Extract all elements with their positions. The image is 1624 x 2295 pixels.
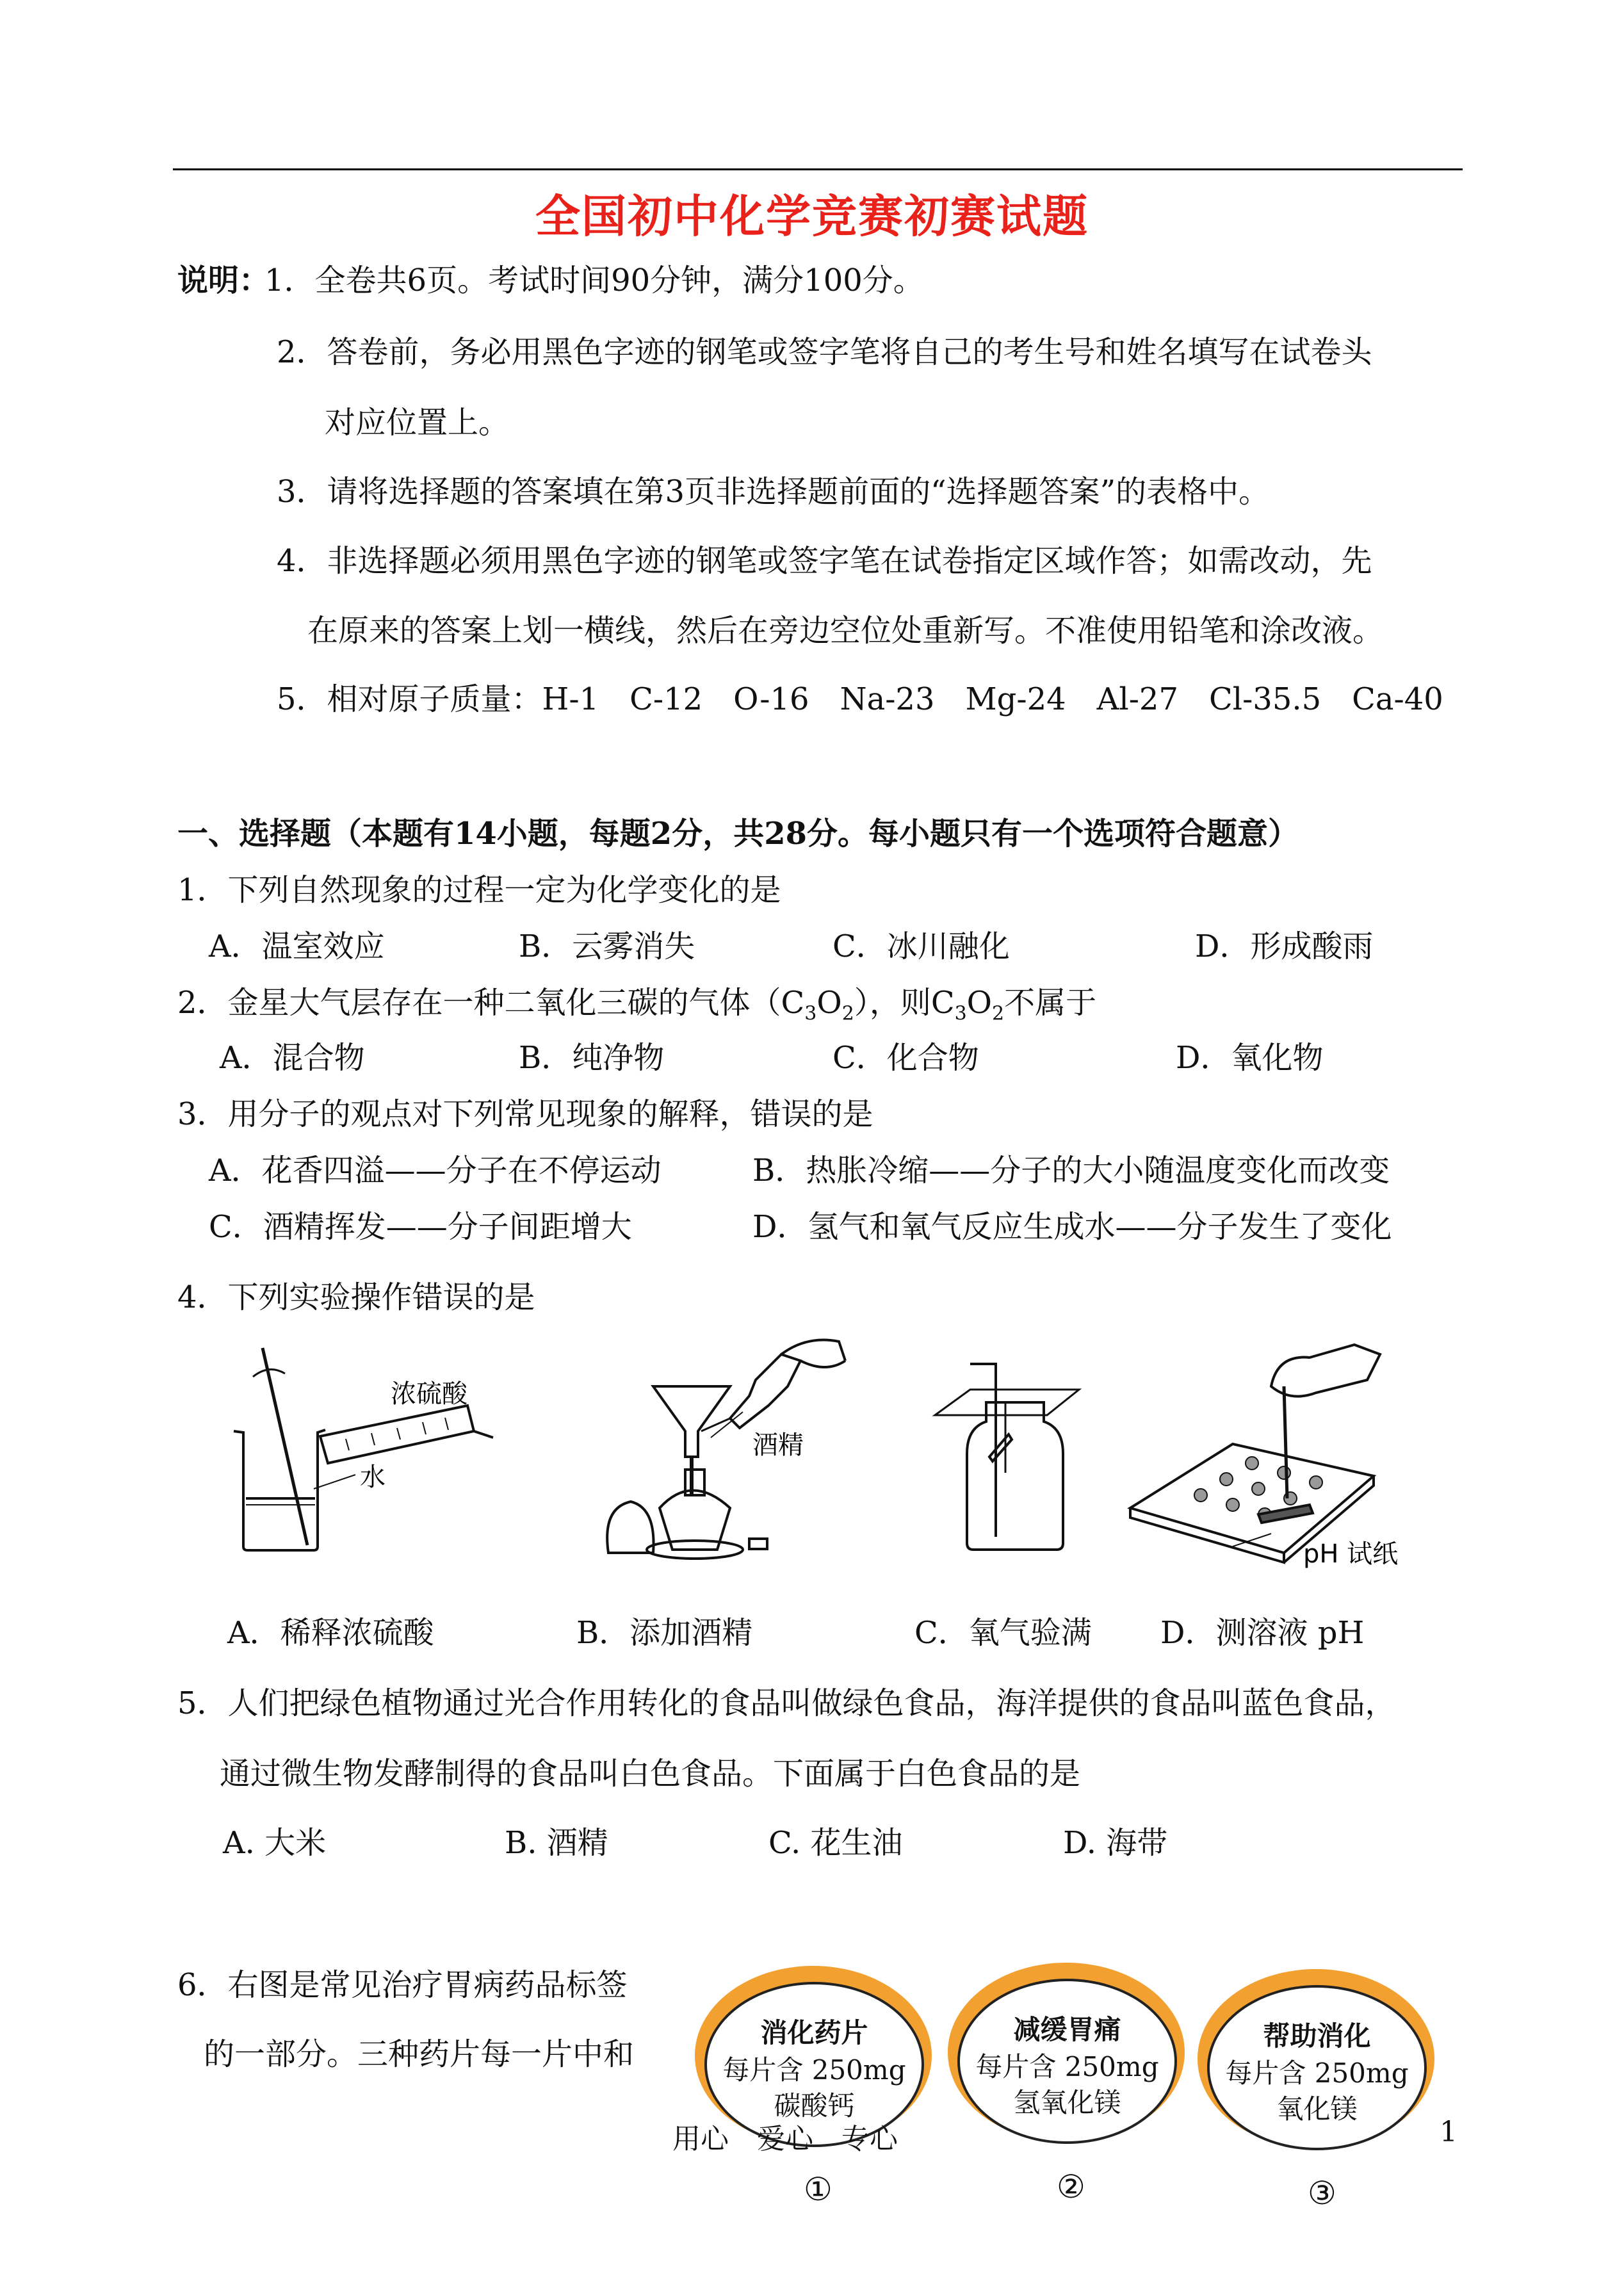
q5-stem-2: 通过微生物发酵制得的食品叫白色食品。下面属于白色食品的是 xyxy=(220,1756,1081,1792)
header-rule xyxy=(173,168,1463,170)
q5-option-d: D. 海带 xyxy=(1063,1825,1168,1861)
label-alcohol: 酒精 xyxy=(752,1431,804,1460)
medicine-3-dose: 每片含 250mg xyxy=(1225,2057,1409,2089)
q4-option-a: A．稀释浓硫酸 xyxy=(227,1615,434,1651)
label-water: 水 xyxy=(360,1463,386,1492)
medicine-3-ingredient: 氧化镁 xyxy=(1276,2093,1358,2125)
medicine-1-number: ① xyxy=(804,2171,832,2208)
note-4-cont: 在原来的答案上划一横线，然后在旁边空位处重新写。不准使用铅笔和涂改液。 xyxy=(307,613,1384,649)
medicine-3-number: ③ xyxy=(1308,2175,1336,2212)
note-5: 5．相对原子质量：H-1 C-12 O-16 Na-23 Mg-24 Al-27 Cl-35.5 Ca-40 xyxy=(277,681,1443,717)
note-3: 3．请将选择题的答案填在第3页非选择题前面的“选择题答案”的表格中。 xyxy=(277,474,1270,510)
q5-option-b: B. 酒精 xyxy=(505,1825,608,1861)
medicine-3-name: 帮助消化 xyxy=(1263,2020,1371,2052)
medicine-1-name: 消化药片 xyxy=(760,2017,868,2048)
q5-option-c: C. 花生油 xyxy=(768,1825,903,1861)
q6-stem-2: 的一部分。三种药片每一片中和 xyxy=(204,2036,635,2072)
section-heading: 一、选择题（本题有14小题，每题2分，共28分。每小题只有一个选项符合题意） xyxy=(177,816,1299,852)
page-title: 全国初中化学竞赛初赛试题 xyxy=(535,190,1089,243)
medicine-2-name: 减缓胃痛 xyxy=(1013,2014,1121,2045)
note-2-cont: 对应位置上。 xyxy=(325,405,510,441)
medicine-label-2 xyxy=(957,1979,1177,2144)
q1-stem: 1．下列自然现象的过程一定为化学变化的是 xyxy=(177,872,781,908)
q2-option-c: C．化合物 xyxy=(832,1040,979,1076)
q5-option-a: A. 大米 xyxy=(223,1825,327,1861)
q2-option-d: D．氧化物 xyxy=(1176,1040,1324,1076)
footer-text: 用心 爱心 专心 xyxy=(672,2123,898,2155)
figure-dilute-acid xyxy=(218,1342,525,1559)
page-number: 1 xyxy=(1440,2116,1458,2148)
label-ph-paper: pH 试纸 xyxy=(1303,1539,1399,1569)
medicine-2-dose: 每片含 250mg xyxy=(975,2051,1159,2082)
medicine-2-number: ② xyxy=(1057,2168,1085,2205)
q1-option-b: B．云雾消失 xyxy=(519,929,695,964)
q2-option-b: B．纯净物 xyxy=(519,1040,665,1076)
figure-oxygen-test xyxy=(932,1364,1085,1556)
figure-add-alcohol xyxy=(596,1335,877,1559)
q5-stem-1: 5．人们把绿色植物通过光合作用转化的食品叫做绿色食品，海洋提供的食品叫蓝色食品， xyxy=(177,1685,1396,1721)
medicine-label-3 xyxy=(1207,1985,1427,2150)
q4-option-b: B．添加酒精 xyxy=(576,1615,753,1651)
label-concentrated-acid: 浓硫酸 xyxy=(391,1379,467,1409)
q3-option-c: C．酒精挥发——分子间距增大 xyxy=(209,1209,632,1245)
q1-option-d: D．形成酸雨 xyxy=(1195,929,1374,964)
notes-label: 说明： xyxy=(177,263,270,298)
q2-stem: 2．金星大气层存在一种二氧化三碳的气体$(C_3O_2)$，则$C_3O_2$不属于 xyxy=(177,985,1097,1025)
medicine-2-ingredient: 氢氧化镁 xyxy=(1013,2087,1121,2118)
q3-stem: 3．用分子的观点对下列常见现象的解释，错误的是 xyxy=(177,1096,873,1132)
q6-stem-1: 6．右图是常见治疗胃病药品标签 xyxy=(177,1967,628,2003)
medicine-1-dose: 每片含 250mg xyxy=(722,2054,906,2086)
note-1: 1．全卷共6页。考试时间90分钟，满分100分。 xyxy=(264,263,924,298)
q1-option-a: A．温室效应 xyxy=(209,929,385,964)
q2-option-a: A．混合物 xyxy=(220,1040,365,1076)
figure-ph-test xyxy=(1124,1342,1399,1572)
note-2: 2．答卷前，务必用黑色字迹的钢笔或签字笔将自己的考生号和姓名填写在试卷头 xyxy=(277,334,1372,370)
note-4: 4．非选择题必须用黑色字迹的钢笔或签字笔在试卷指定区域作答；如需改动，先 xyxy=(277,543,1372,579)
q1-option-c: C．冰川融化 xyxy=(832,929,1010,964)
q4-stem: 4．下列实验操作错误的是 xyxy=(177,1279,535,1315)
medicine-1-ingredient: 碳酸钙 xyxy=(774,2090,855,2121)
q4-option-d: D．测溶液 pH xyxy=(1160,1615,1365,1651)
q3-option-d: D．氢气和氧气反应生成水——分子发生了变化 xyxy=(752,1209,1392,1245)
q3-option-b: B．热胀冷缩——分子的大小随温度变化而改变 xyxy=(752,1153,1390,1188)
q4-option-c: C．氧气验满 xyxy=(914,1615,1092,1651)
q3-option-a: A．花香四溢——分子在不停运动 xyxy=(209,1153,662,1188)
